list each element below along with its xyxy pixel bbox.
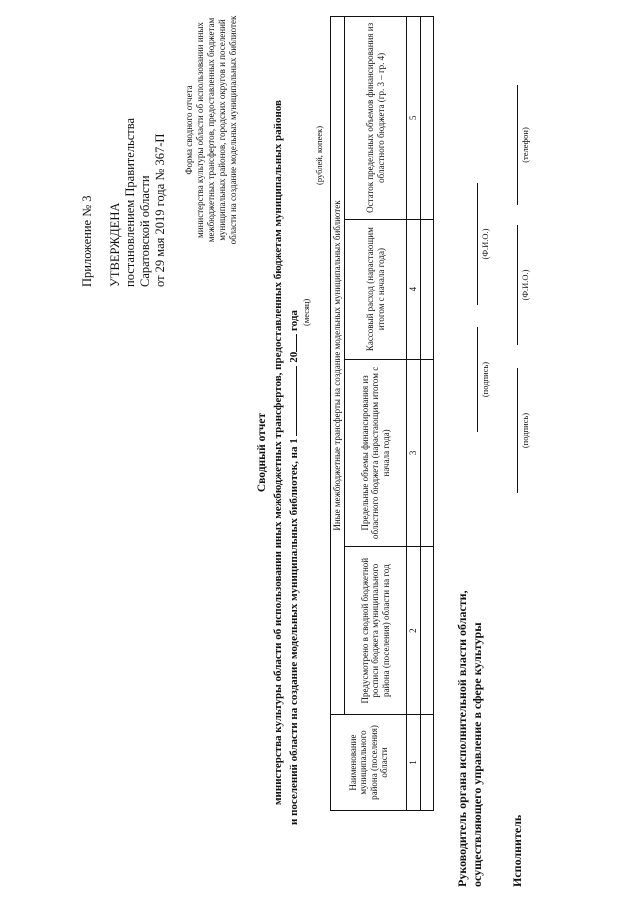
units-caption: (рублей, копеек) — [314, 125, 324, 185]
empty-cell — [420, 17, 433, 220]
head-signatory-line-1: Руководитель органа исполнительной власти области, — [455, 590, 469, 887]
approved-stamp: УТВЕРЖДЕНА — [108, 202, 122, 287]
head-signatory-line-2: осуществляющего управление в сфере культуры — [470, 622, 484, 887]
approval-line-3: от 29 мая 2019 года № 367-П — [153, 133, 167, 287]
col-number-5: 5 — [407, 17, 421, 220]
col-header-cash-expense: Кассовый расход (нарастающим итогом с начала года) — [345, 219, 407, 359]
approval-line-2: Саратовской области — [138, 175, 152, 287]
year-blank — [296, 334, 297, 352]
col-header-balance: Остаток предельных объемов финансирования из областного бюджета (гр. 3 – гр. 4) — [345, 17, 407, 220]
executor-phone-caption: (телефон) — [520, 127, 530, 163]
executor-phone-line — [517, 85, 518, 205]
form-note-line-2: министерства культуры области об использовании иных — [195, 22, 205, 238]
report-title-line-2 — [287, 310, 301, 825]
form-note — [184, 5, 239, 255]
form-note-line-3: межбюджетных трансфертов, предоставленных бюджетам — [206, 17, 216, 243]
approval-line-1: постановлением Правительства — [123, 117, 137, 287]
head-fio-caption: (Ф.И.О.) — [480, 228, 490, 260]
form-note-line-4: муниципальных районов, городских округов и поселений — [217, 19, 227, 241]
group-header-transfers: Иные межбюджетные трансферты на создание модельных муниципальных библиотек — [331, 17, 345, 715]
executor-label: Исполнитель — [510, 814, 524, 887]
head-signature-caption: (подпись) — [480, 361, 490, 398]
empty-cell — [420, 547, 433, 715]
title-line-2-text: и поселений области на создание модельных муниципальных библиотек, на 1 — [288, 435, 300, 825]
executor-signature-line — [517, 368, 518, 493]
appendix-number: Приложение № 3 — [80, 195, 94, 287]
empty-cell — [420, 715, 433, 811]
col-header-planned: Предусмотрено в сводной бюджетной росписи бюджета муниципального района (поселения) области на год — [345, 547, 407, 715]
executor-fio-caption: (Ф.И.О.) — [520, 269, 530, 301]
month-blank — [296, 366, 297, 436]
form-note-line-1: Форма сводного отчета — [184, 85, 194, 175]
head-fio-line — [477, 183, 478, 305]
report-heading: Сводный отчет — [256, 412, 268, 493]
empty-cell — [420, 359, 433, 547]
report-title-line-1: министерства культуры области об использовании иных межбюджетных трансфертов, предоставленных бюджетам муниципальных районов — [272, 100, 284, 805]
executor-signature-caption: (подпись) — [520, 412, 530, 449]
col-number-1: 1 — [407, 715, 421, 811]
head-signature-line — [477, 327, 478, 432]
col-header-municipality: Наименование муниципального района (поселения) области — [331, 715, 407, 811]
col-number-2: 2 — [407, 547, 421, 715]
col-header-limits: Предельные объемы финансирования из областного бюджета (нарастающим итогом с начала года) — [345, 359, 407, 547]
executor-fio-line — [517, 225, 518, 345]
form-note-line-5: области на создание модельных муниципальных библиотек — [228, 15, 238, 245]
title-year-prefix: 20 — [288, 351, 300, 366]
month-caption: (месяц) — [301, 298, 311, 326]
empty-cell — [420, 219, 433, 359]
col-number-3: 3 — [407, 359, 421, 547]
col-number-4: 4 — [407, 219, 421, 359]
title-year-suffix: года — [288, 310, 300, 334]
report-table — [330, 16, 434, 811]
